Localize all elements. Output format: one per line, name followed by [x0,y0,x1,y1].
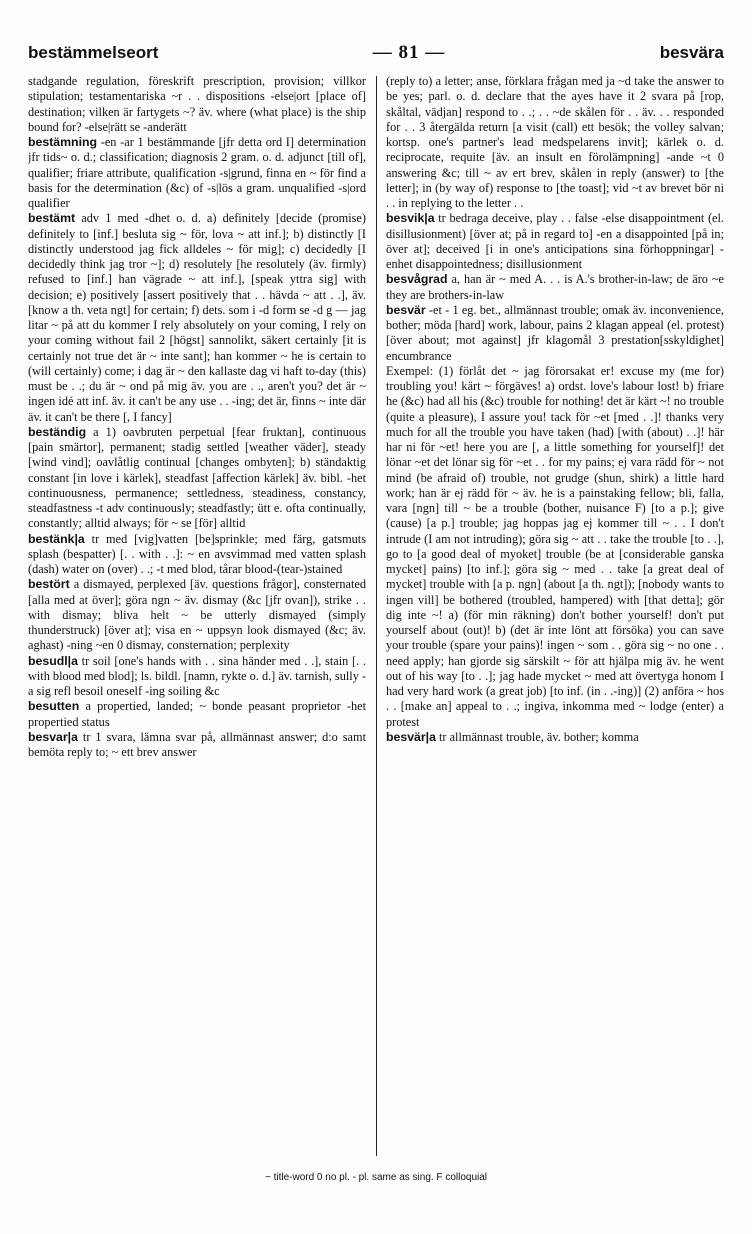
dictionary-entry [386,364,724,730]
dictionary-entry [386,74,724,211]
entry-headword: besvär [386,302,426,317]
dictionary-entry [28,654,366,700]
dictionary-entry [386,211,724,272]
right-column [386,74,724,1162]
entry-headword: besvik|a [386,211,435,226]
dictionary-entry [28,211,366,425]
dictionary-entry [28,135,366,211]
entry-headword: beständig [28,424,87,439]
abbreviation-legend: ~ title-word 0 no pl. - pl. same as sing. F colloquial [264,1172,488,1183]
entry-headword: besvågrad [386,272,448,287]
entry-text: tr allmännast trouble, äv. bother; komma [435,729,639,744]
left-column [28,74,366,1162]
entry-headword: besudl|a [28,653,78,668]
dictionary-entry [386,303,724,364]
entry-text: adv 1 med -dhet o. d. a) definitely [decide (promise) definitely to [inf.] besluta sig ~ för, lova ~ att inf.]; b) distinctly [I distinctly understood jag fick alldeles ~ för mig]; c) decidedly [I decidedly think jag tror ~]; d) resolutely [he resolutely (äv. firmly) refused to [inf.] han vägrade ~ att inf.], [speak yttra sig] with decision; e) positively [assert positively that . . hävda ~ att . .], äv. [know a th. veta ngt] for certain; f) dets. som i -d form se -d g — jag litar ~ på att du kommer I rely absolutely on your coming, I rely on your coming without fail 2 [högst] sannolikt, säkert certainly [it is certainly not true det är ~ inte sant]; han kommer ~ he is certain to (will certainly) come; i dag är ~ den kallaste dag vi haft to-day (this) must be . .; du är ~ ond på mig äv. you are . ., aren't you? det är ~ ingen idé att inf. äv. it can't be any use . . -ing; det är, finns ~ inte där äv. it can't be there [, I fancy] [28,211,366,424]
entry-headword: bestämt [28,211,76,226]
entry-text: tr med [vig]vatten [be]sprinkle; med färg, gatsmuts splash (bespatter) [. . with . .]: ~ en avsvimmad med vatten splash (dash) water on (over) . .; -t med blod, tårar blood-(tear-)stained [28,531,366,576]
entry-text: -et - 1 eg. bet., allmännast trouble; omak äv. inconvenience, bother; möda [hard] work, labour, pains 2 klagan appeal (el. protest) [över about; mot against] jfr klagomål 3 prestation[sskyldighet] encumbrance [386,302,724,363]
entry-text: tr soil [one's hands with . . sina händer med . .], stain [. . with blood med blod]; ls. bildl. [namn, rykte o. d.] äv. tarnish, sully -a sig refl besoil oneself -ing soiling &c [28,653,366,698]
page-number: — 81 — [372,42,446,63]
column-divider [376,76,377,1156]
entry-text: a, han är ~ med A. . . is A.'s brother-in-law; de äro ~e they are brothers-in-law [386,272,724,302]
entry-headword: besvär|a [386,729,436,744]
entry-text: a dismayed, perplexed [äv. questions frågor], consternated [alla med at över]; göra ngn ~ äv. dismay (&c [jfr ovan]), strike . . with dismay; bliva helt ~ be utterly dismayed (simply thunderstruck) [över at]; visa en ~ uppsyn look dismayed (&c; äv. aghast) -ning ~en 0 dismay, consternation; perplexity [28,577,366,653]
header-left-guide-word: bestämmelseort [28,43,159,62]
entry-headword: besutten [28,699,80,714]
entry-text: Exempel: (1) förlåt det ~ jag förorsakat er! excuse my (me for) troubling you! kärt ~ förgäves! a) ordst. love's labour lost! b) friare he (&c) had all his (&c) trouble for nothing! det är kärt ~! no trouble (quite a pleasure), I assure you! tack för ~et [med . .]! thanks very much for all the trouble you have taken (had) [with (about) . .]! här har ni för ~et! here you are [, a little something for yourself]! det lönar ~et det lönar sig för ~et . . for my pains; ej vara rädd för ~ not mind (be afraid of) trouble, not grudge (shun, shirk) a little hard work; han är ej rädd för ~ äv. he is a painstaking fellow; bli, falla, vara [ngn] till ~ be a trouble (bother, nuisance F) [to a p.]; give (cause) [a p.] trouble; jag hoppas jag ej kommer till ~ . . I don't intrude (I am not intruding); göra sig ~ att . . take the trouble [to . .], go to [a good deal of myoket] trouble (be at [considerable ganska mycket] pains) [to inf.]; göra sig ~ med . . take [a great deal of mycket] trouble with [a p. ngn] (about [a th. ngt]); [nobody wants to ingen vill] be bothered (troubled, hampered) with [that detta]; gör dig inte ~! a) (för min räkning) don't bother yourself! don't put yourself about (out)! b) (det är inte lönt att försöka) you can save your trouble (spare your pains)! ingen ~ som . . göra sig ~ no one . . need apply; han gjorde sig särskilt ~ för att hjälpa mig äv. he went out of his way [to . .]; jag hade mycket ~ med att övertyga honom I had very hard work (a great job) [to inf. (in . .-ing)] (2) anföra ~ hos . . [make an] appeal to . .; ingiva, inkomma med ~ lodge (enter) a protest [386,363,724,729]
entry-text: a 1) oavbruten perpetual [fear fruktan], continuous [pain smärtor], permanent; stadig settled [weather väder], steady [wind vind]; oavlåtlig continual [changes ombyten]; b) ständaktig constant [in love i kärlek], steadfast [affection kärlek] äv. bibl. -het continuousness, permanence; settledness, steadiness, constancy, steadfastness -t adv continuously; steadfastly; ütt e. ofta continually, constantly; alltid always; för ~ se [för] alltid [28,424,366,531]
dictionary-entry [386,272,724,303]
entry-text: -en -ar 1 bestämmande [jfr detta ord I] determination jfr tids~ o. d.; classification; diagnosis 2 gram. o. d. adjunct [till of], qualifier; friare attribute, qualification -s|grund, finna en ~ för find a basis for the determination (&c) of -s|lös a gram. unqualified -s|ord qualifier [28,135,366,210]
dictionary-entry [28,425,366,532]
dictionary-entry [28,532,366,578]
entry-text: a propertied, landed; ~ bonde peasant proprietor -het propertied status [28,699,366,729]
entry-headword: bestänk|a [28,531,85,546]
entry-text: (reply to) a letter; anse, förklara frågan med ja ~d take the answer to be yes; parl. o. d. declare that the ayes have it 2 svara på [rop, skåltal, vädjan] respond to . .; . . ~de skålen för . . äv. . . responded for . . 3 återgälda return [a visit (call) ett besök; the volley salvan; kortsp. one's partner's lead medspelarens invit]; kärlek o. d. reciprocate, requite [äv. an insult en förolämpning] -ande ~t 0 answering &c; till ~ av ert brev, skålen in reply (answer) to [the letter]; in (by way of) response to [the toast]; vid ~t av brevet bör ni . . in replying to the letter . . [386,74,724,210]
text-columns [28,74,724,1162]
entry-headword: bestämning [28,135,98,149]
entry-text: stadgande regulation, föreskrift prescription, provision; villkor stipulation; testamentariska ~r . . dispositions -else|ort [place of] destination; vilken är fartygets ~? äv. where (what place) is the ship bound for? -else|rätt se -anderätt [28,74,366,134]
dictionary-entry [28,577,366,653]
entry-text: tr bedraga deceive, play . . false -else disappointment (el. disillusionment) [över at; på in regard to] -en a disappointed [på in; över at]; deceived [i in one's anticipations sina förhoppningar] -enhet disappointedness; disillusionment [386,211,724,271]
dictionary-entry [28,730,366,761]
dictionary-entry [28,74,366,135]
header-right-guide-word: besvära [659,43,724,62]
entry-text: tr 1 svara, lämna svar på, allmännast answer; d:o samt bemöta reply to; ~ ett brev answer [28,729,366,759]
entry-headword: besvar|a [28,729,78,744]
dictionary-entry [28,699,366,730]
dictionary-entry [386,730,724,745]
page-header [28,40,724,66]
entry-headword: bestört [28,577,70,592]
